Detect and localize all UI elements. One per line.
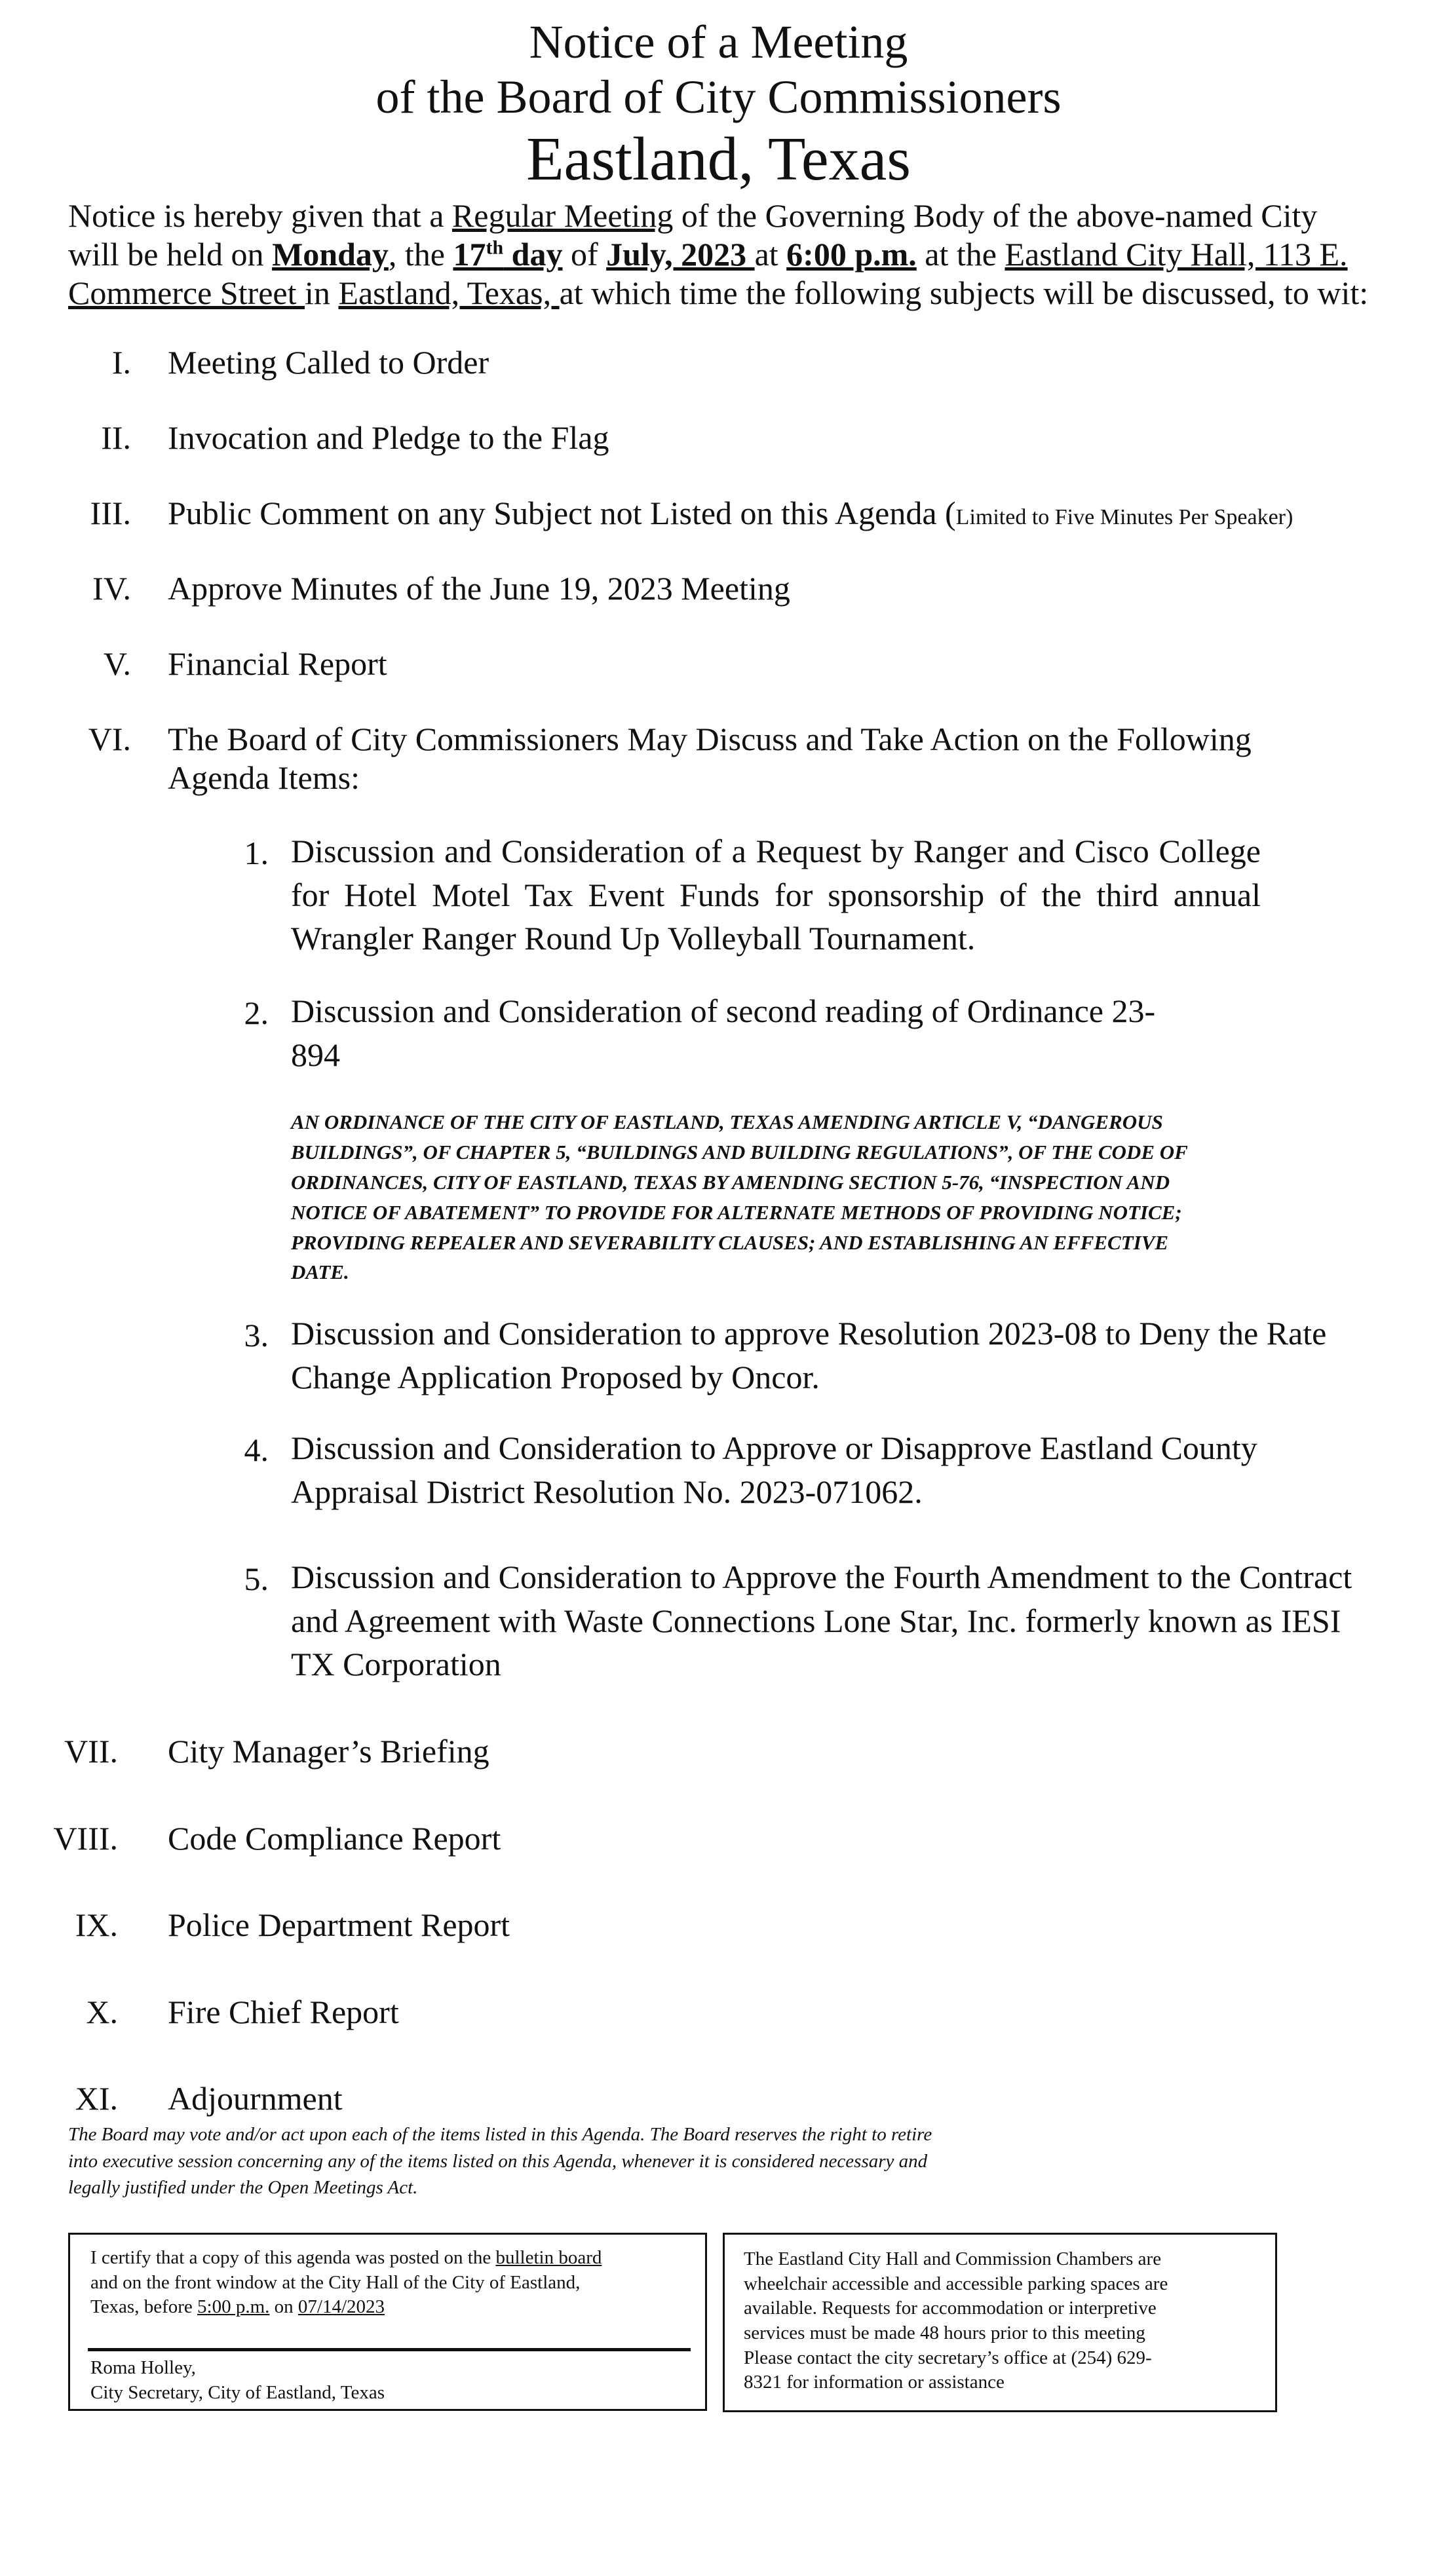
- agenda-number: III.: [90, 495, 131, 531]
- access-line: 8321 for information or assistance: [744, 2372, 1005, 2393]
- certify-text: on: [269, 2296, 298, 2318]
- meeting-day-number: 17: [453, 236, 486, 273]
- subitem-line: for Hotel Motel Tax Event Funds for sponsorship of the third annual: [291, 876, 1261, 913]
- intro-text: will be held on: [68, 236, 273, 273]
- ordinance-line: BUILDINGS”, OF CHAPTER 5, “BUILDINGS AND BUILDING REGULATIONS”, OF THE CODE OF: [291, 1140, 1188, 1164]
- ordinance-line: ORDINANCES, CITY OF EASTLAND, TEXAS BY AMENDING SECTION 5-76, “INSPECTION AND: [291, 1170, 1170, 1194]
- meeting-month-year: July, 2023: [606, 236, 755, 273]
- agenda-number: V.: [103, 645, 131, 682]
- subitem-text: [291, 829, 1261, 960]
- subitem-line: 894: [291, 1036, 340, 1073]
- intro-text: in: [305, 275, 339, 311]
- signature-block: [90, 2356, 385, 2405]
- subitem-text: [291, 1555, 1352, 1686]
- signer-title: City Secretary, City of Eastland, Texas: [90, 2381, 385, 2403]
- intro-text: , the: [388, 236, 453, 273]
- footnote-line: into executive session concerning any of the items listed on this Agenda, whenever it is considered necessary and: [68, 2150, 928, 2172]
- agenda-item-text: Invocation and Pledge to the Flag: [168, 419, 609, 456]
- agenda-number: II.: [101, 419, 131, 456]
- subitem-line: Discussion and Consideration of a Request by Ranger and Cisco College: [291, 833, 1261, 869]
- access-line: services must be made 48 hours prior to this meeting: [744, 2322, 1145, 2344]
- intro-text: Notice is hereby given that a: [68, 197, 452, 234]
- access-line: The Eastland City Hall and Commission Chambers are: [744, 2248, 1162, 2269]
- agenda-item-text: The Board of City Commissioners May Discuss and Take Action on the Following: [168, 721, 1252, 757]
- subitem-line: and Agreement with Waste Connections Lone Star, Inc. formerly known as IESI: [291, 1602, 1341, 1639]
- subitem-text: [291, 1312, 1326, 1399]
- subitem-line: Discussion and Consideration to Approve the Fourth Amendment to the Contract: [291, 1559, 1352, 1595]
- agenda-number: IV.: [92, 570, 131, 607]
- subitem-line: Change Application Proposed by Oncor.: [291, 1358, 820, 1395]
- meeting-location: Commerce Street: [68, 275, 305, 311]
- meeting-type: Regular Meeting: [451, 197, 674, 234]
- subitem-line: Discussion and Consideration to approve Resolution 2023-08 to Deny the Rate: [291, 1315, 1327, 1352]
- agenda-item-text: Financial Report: [168, 645, 387, 682]
- accessibility-text: [744, 2247, 1168, 2395]
- ordinance-line: NOTICE OF ABATEMENT” TO PROVIDE FOR ALTERNATE METHODS OF PROVIDING NOTICE;: [291, 1200, 1182, 1224]
- agenda-item-text: Fire Chief Report: [168, 1994, 399, 2030]
- agenda-number: X.: [86, 1994, 118, 2030]
- certify-line: and on the front window at the City Hall of the City of Eastland,: [90, 2271, 581, 2293]
- intro-text: of the Governing Body of the above-named City: [673, 197, 1318, 234]
- subitem-text: [291, 1426, 1257, 1513]
- footnote-line: legally justified under the Open Meetings Act.: [68, 2177, 418, 2199]
- agenda-item-text: Code Compliance Report: [168, 1820, 501, 1857]
- subitem-line: Discussion and Consideration of second reading of Ordinance 23-: [291, 993, 1156, 1029]
- ordinance-line: AN ORDINANCE OF THE CITY OF EASTLAND, TEXAS AMENDING ARTICLE V, “DANGEROUS: [291, 1110, 1163, 1133]
- ordinance-caption: [291, 1107, 1261, 1287]
- access-line: available. Requests for accommodation or interpretive: [744, 2298, 1157, 2319]
- access-line: wheelchair accessible and accessible parking spaces are: [744, 2273, 1168, 2294]
- subitem-number: 4.: [244, 1431, 269, 1468]
- signer-name: Roma Holley,: [90, 2357, 196, 2378]
- intro-text: at: [754, 236, 787, 273]
- intro-line-1: [68, 197, 1366, 235]
- meeting-city: Eastland, Texas,: [338, 275, 560, 311]
- posting-date: 07/14/2023: [297, 2296, 385, 2318]
- certification-text: [90, 2246, 602, 2320]
- subitem-text: [291, 989, 1155, 1076]
- agenda-item-note: Limited to Five Minutes Per Speaker): [955, 505, 1293, 529]
- subitem-number: 5.: [244, 1561, 269, 1597]
- meeting-location: Eastland City Hall, 113 E.: [1005, 236, 1348, 273]
- intro-text: at the: [916, 236, 1005, 273]
- subitem-line: TX Corporation: [291, 1646, 501, 1682]
- subitem-line: Wrangler Ranger Round Up Volleyball Tournament.: [291, 920, 976, 957]
- subitem-line: Discussion and Consideration to Approve or Disapprove Eastland County: [291, 1430, 1257, 1466]
- intro-line-3: [68, 274, 1369, 313]
- agenda-number: XI.: [75, 2080, 118, 2117]
- ordinance-line: PROVIDING REPEALER AND SEVERABILITY CLAUSES; AND ESTABLISHING AN EFFECTIVE: [291, 1230, 1169, 1254]
- signature-line: [88, 2348, 691, 2351]
- agenda-item-text: Public Comment on any Subject not Listed on this Agenda (: [168, 495, 956, 531]
- legal-footnote: [68, 2121, 1103, 2201]
- title-line-3: Eastland, Texas: [526, 125, 911, 193]
- intro-line-2: [68, 235, 1366, 274]
- agenda-item-text: Agenda Items:: [168, 759, 360, 796]
- certify-text: I certify that a copy of this agenda was posted on the: [90, 2247, 496, 2268]
- certify-text: Texas, before: [90, 2296, 198, 2318]
- posting-time: 5:00 p.m.: [197, 2296, 270, 2318]
- agenda-item-public-comment: [168, 497, 1293, 529]
- agenda-item-text: City Manager’s Briefing: [168, 1733, 489, 1770]
- agenda-item-text: Police Department Report: [168, 1906, 510, 1943]
- meeting-day-name: Monday: [272, 236, 389, 273]
- day-suffix: th: [486, 237, 504, 259]
- posting-location: bulletin board: [495, 2247, 602, 2268]
- title-line-1: Notice of a Meeting: [529, 16, 908, 68]
- title-line-2: of the Board of City Commissioners: [375, 71, 1062, 123]
- agenda-number: VIII.: [53, 1820, 118, 1857]
- certify-line: [90, 2295, 602, 2320]
- agenda-number: I.: [111, 344, 131, 381]
- day-word: day: [503, 236, 563, 273]
- subitem-line: Appraisal District Resolution No. 2023-071062.: [291, 1473, 923, 1510]
- ordinance-line: DATE.: [291, 1260, 349, 1284]
- certify-line: [90, 2246, 602, 2271]
- subitem-number: 3.: [244, 1317, 269, 1354]
- agenda-number: IX.: [75, 1906, 118, 1943]
- footnote-line: The Board may vote and/or act upon each of the items listed in this Agenda. The Board reserves the right to retire: [68, 2124, 932, 2145]
- access-line: Please contact the city secretary’s office at (254) 629-: [744, 2347, 1152, 2368]
- subitem-number: 2.: [244, 994, 269, 1031]
- intro-text: at which time the following subjects will be discussed, to wit:: [559, 275, 1369, 311]
- agenda-item-text: Meeting Called to Order: [168, 344, 489, 381]
- subitem-number: 1.: [244, 835, 269, 871]
- agenda-number: VI.: [88, 721, 131, 757]
- meeting-time: 6:00 p.m.: [786, 236, 917, 273]
- intro-text: of: [562, 236, 607, 273]
- agenda-item-text: Approve Minutes of the June 19, 2023 Meeting: [168, 570, 790, 607]
- agenda-item-text: Adjournment: [168, 2080, 343, 2117]
- agenda-number: VII.: [64, 1733, 118, 1770]
